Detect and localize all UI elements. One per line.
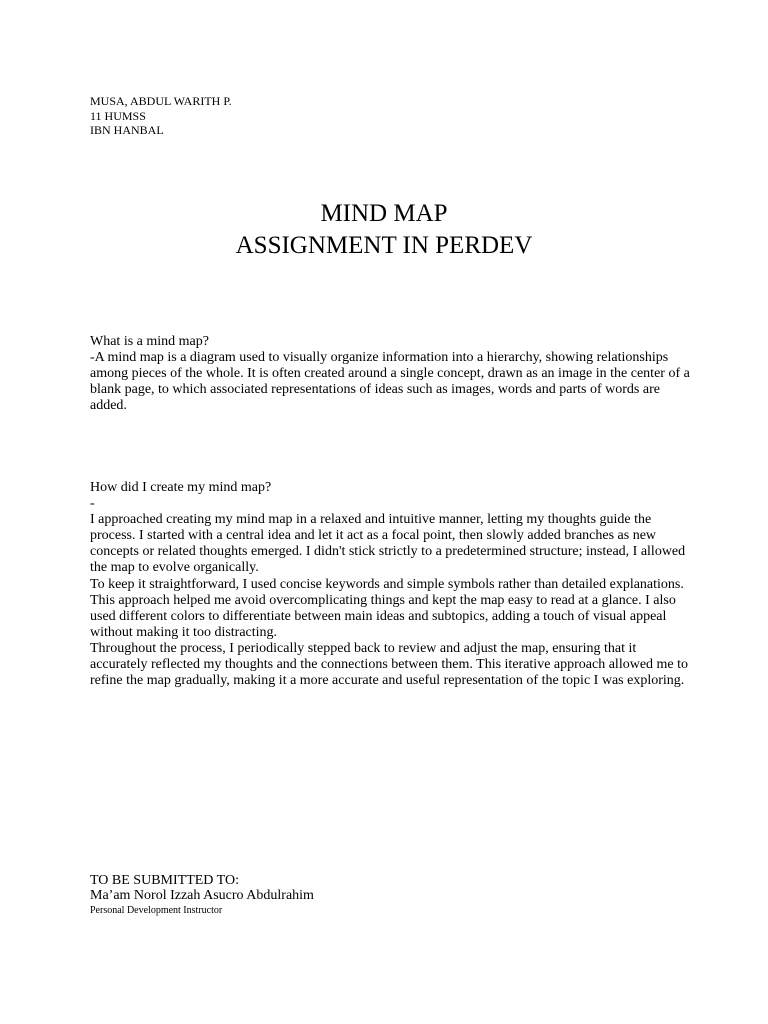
question-1-heading: What is a mind map?: [90, 334, 209, 349]
question-1-section: [90, 334, 690, 414]
question-1-answer: -A mind map is a diagram used to visually organize information into a hierarchy, showing relationships among pieces of the whole. It is often created around a single concept, drawn as an image in the center of a blank page, to which associated representations of ideas such as images, words and parts of words are added.: [90, 350, 690, 414]
answer-paragraph-2: To keep it straightforward, I used concise keywords and simple symbols rather than detailed explanations. This approach helped me avoid overcomplicating things and kept the map easy to read at a glance. I also used different colors to differentiate between main ideas and subtopics, adding a touch of visual appeal without making it too distracting.: [90, 576, 684, 640]
student-name: MUSA, ABDUL WARITH P.: [90, 94, 232, 108]
instructor-title: Personal Development Instructor: [90, 905, 223, 916]
answer-paragraph-3: Throughout the process, I periodically stepped back to review and adjust the map, ensuring that it accurately reflected my thoughts and the connections between them. This iterative approach allowed me to refine the map gradually, making it a more accurate and useful representation of the topic I was exploring.: [90, 640, 689, 689]
submission-footer: [90, 873, 314, 917]
student-header: [90, 94, 232, 138]
title-line-2: ASSIGNMENT IN PERDEV: [235, 232, 533, 259]
submitted-to-label: TO BE SUBMITTED TO:: [90, 873, 239, 888]
document-title: [0, 198, 768, 262]
instructor-name: Ma’am Norol Izzah Asucro Abdulrahim: [90, 888, 314, 903]
answer-paragraph-1: I approached creating my mind map in a relaxed and intuitive manner, letting my thoughts guide the process. I started with a central idea and let it act as a focal point, then slowly added branches as new concepts or related thoughts emerged. I didn't stick strictly to a predetermined structure; instead, I allowed the map to evolve organically.: [90, 512, 686, 576]
question-2-section: [90, 480, 690, 689]
student-section: IBN HANBAL: [90, 123, 164, 137]
question-2-heading: How did I create my mind map?: [90, 480, 272, 495]
question-2-dash: -: [90, 496, 95, 512]
student-grade: 11 HUMSS: [90, 108, 146, 123]
title-line-1: MIND MAP: [320, 200, 448, 227]
